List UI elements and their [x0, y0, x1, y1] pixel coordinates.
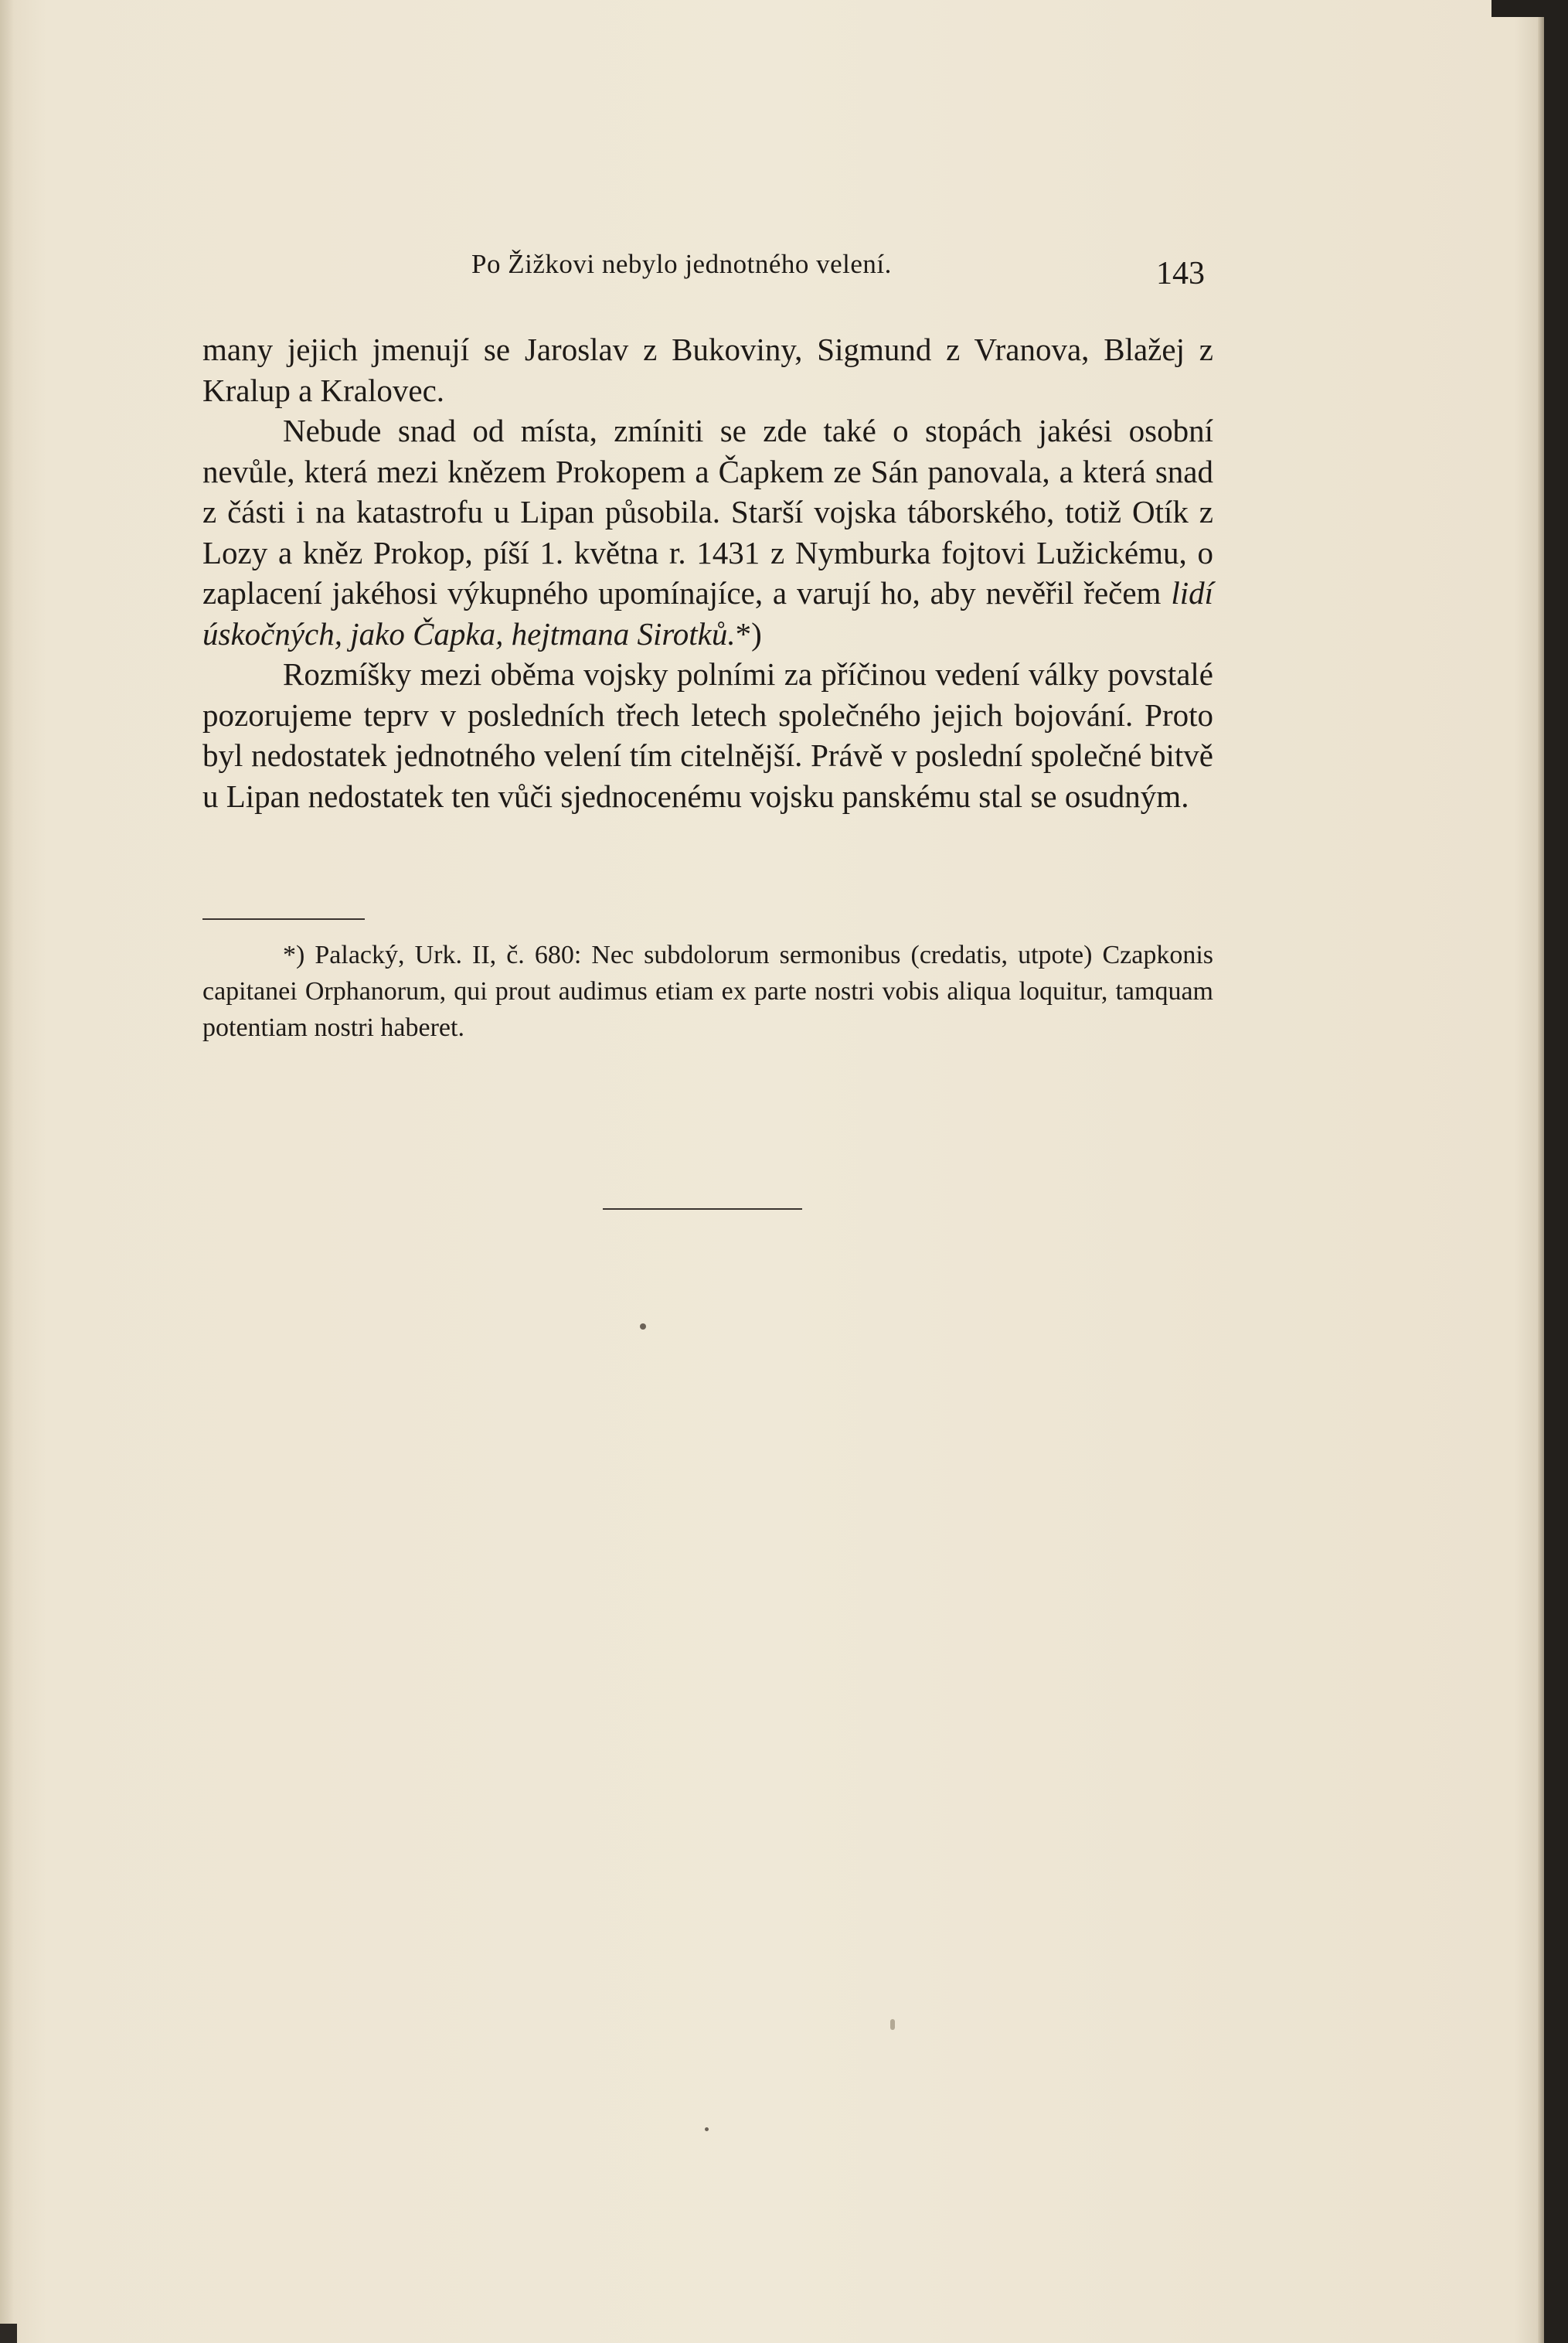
footnote-separator — [202, 918, 365, 920]
page-number: 143 — [1156, 256, 1205, 291]
paragraph-2-text: Nebude snad od místa, zmíniti se zde také o stopách jakési osobní nevůle, která mezi knězem Prokopem a Čapkem ze Sán panovala, a která snad z části i na katastrofu u Lipan působila. Starší vojska táborského, totiž Otík z Lozy a kněz Prokop, píší 1. května r. 1431 z Nymburka fojtovi Lužickému, o zaplacení jakéhosi výkupného upomínajíce, a varují ho, aby nevěřil řečem — [202, 413, 1213, 611]
paragraph-2-quote: lidí úskočných, jako Čapka, hejtmana Sirotků. — [202, 575, 1213, 652]
running-header: Po Žižkovi nebylo jednotného velení. — [471, 249, 892, 279]
scan-background-top — [1491, 0, 1568, 17]
main-text — [202, 329, 1213, 816]
scan-background-corner — [0, 2324, 17, 2343]
paragraph-3: Rozmíšky mezi oběma vojsky polními za příčinou vedení války povstalé pozorujeme teprv v posledních třech letech společného jejich bojování. Proto byl nedostatek jednotného velení tím citelnější. Právě v poslední společné bitvě u Lipan nedostatek ten vůči sjednocenému vojsku panskému stal se osudným. — [202, 656, 1213, 814]
paragraph-1: many jejich jmenují se Jaroslav z Bukoviny, Sigmund z Vranova, Blažej z Kralup a Kralovec. — [202, 332, 1213, 408]
end-rule — [603, 1208, 802, 1210]
footnote-marker: *) — [735, 615, 762, 652]
paper-speck — [640, 1323, 646, 1330]
paper-speck — [890, 2019, 895, 2030]
spine-shadow — [0, 0, 14, 2343]
footnote — [202, 937, 1213, 1046]
scan-background-right — [1544, 0, 1568, 2343]
paper-speck — [705, 2127, 709, 2131]
footnote-text: *) Palacký, Urk. II, č. 680: Nec subdolorum sermonibus (credatis, utpote) Czapkonis capitanei Orphanorum, qui prout audimus etiam ex parte nostri vobis aliqua loquitur, tamquam potentiam nostri haberet. — [202, 941, 1213, 1042]
paragraph-2 — [202, 410, 1213, 654]
